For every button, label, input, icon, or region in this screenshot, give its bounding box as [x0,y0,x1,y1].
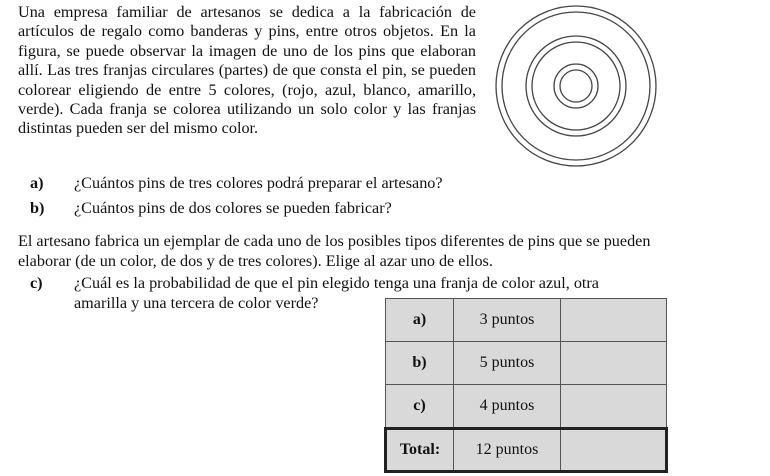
pin-figure-icon [492,2,660,170]
question-c-line2: amarilla y una tercera de color verde? [74,294,319,312]
score-row-c [386,385,667,429]
question-b-text: ¿Cuántos pins de dos colores se pueden fabricar? [74,199,392,217]
intro-text: Una empresa familiar de artesanos se dedica a la fabricación de artículos de regalo como banderas y pins, entre otros objetos. En la figura, se puede observar la imagen de uno de los pins que elaboran allí. Las tres franjas circulares (partes) de que consta el pin, se pueden colorear eligiendo de entre 5 colores, (rojo, azul, blanco, amarillo, verde). Cada franja se colorea utilizando un solo color y las franjas distintas pueden ser del mismo color. [18,3,476,138]
question-b [30,199,392,218]
intro-paragraph [18,3,476,139]
score-total-blank-cell [561,429,667,472]
score-row-total [386,429,667,472]
score-total-points: 12 puntos [454,429,561,472]
score-row-blank-cell [561,299,667,342]
score-row-label: b) [386,342,454,385]
question-c-label: c) [30,274,43,292]
outer-ring-inner [502,12,650,160]
score-row-blank-cell [561,385,667,429]
score-row-b [386,342,667,385]
paragraph-2: El artesano fabrica un ejemplar de cada uno de los posibles tipos diferentes de pins que se pueden elaborar (de un color, de dos y de tres colores). Elige al azar uno de ellos. [18,232,651,270]
middle-ring-inner [532,42,620,130]
inner-ring-inner [560,70,592,102]
score-table [384,298,668,473]
score-row-label: a) [386,299,454,342]
question-a-text: ¿Cuántos pins de tres colores podrá preparar el artesano? [74,174,443,192]
question-b-label: b) [30,199,45,217]
score-row-points: 4 puntos [454,385,561,429]
score-row-points: 3 puntos [454,299,561,342]
score-row-a [386,299,667,342]
middle-ring [526,36,626,136]
outer-ring [496,6,656,166]
score-total-label: Total: [386,429,454,472]
question-a-label: a) [30,174,44,192]
question-c-line1: ¿Cuál es la probabilidad de que el pin elegido tenga una franja de color azul, otra [74,274,599,292]
score-row-points: 5 puntos [454,342,561,385]
score-row-label: c) [386,385,454,429]
question-a [30,174,443,193]
score-row-blank-cell [561,342,667,385]
